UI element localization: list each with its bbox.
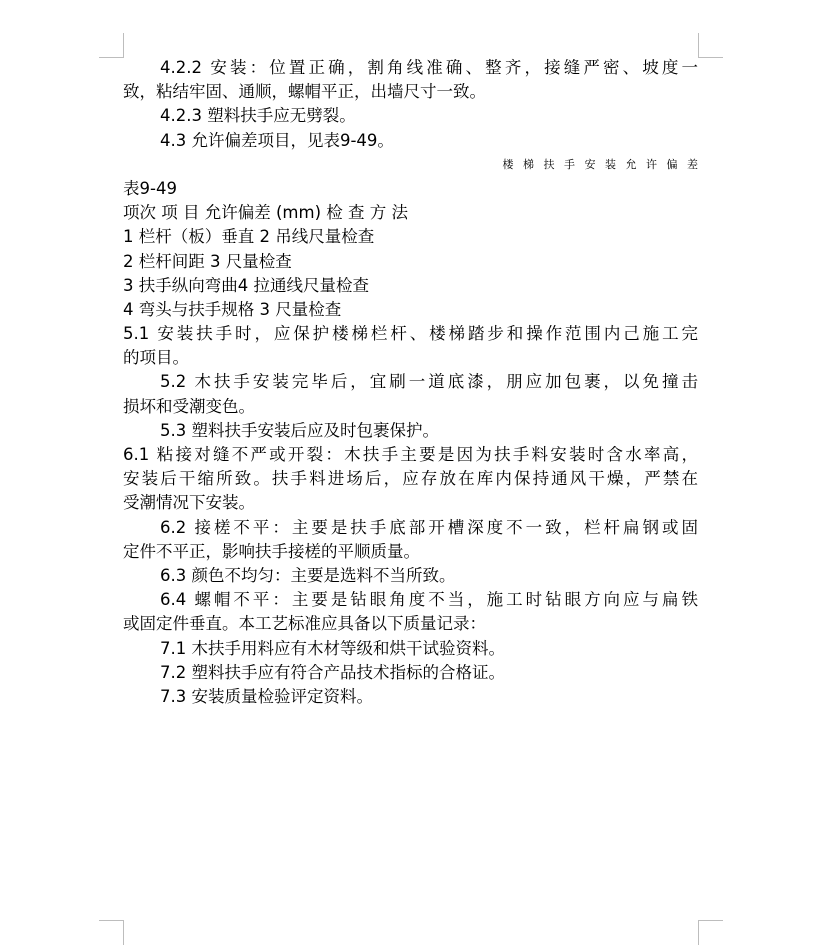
document-body <box>123 56 708 709</box>
text-line: 7.3 安装质量检验评定资料。 <box>160 686 373 706</box>
text-line: 2 栏杆间距 3 尺量检查 <box>123 251 292 271</box>
margin-corner-mark-bottom-left <box>99 920 124 945</box>
text-line: 4 弯头与扶手规格 3 尺量检查 <box>123 299 342 319</box>
text-line: 6.4 螺帽不平：主要是钻眼角度不当，施工时钻眼方向应与扁铁 <box>160 590 698 610</box>
text-line: 项次 项 目 允许偏差 (mm) 检 查 方 法 <box>123 203 408 223</box>
text-line: 6.1 粘接对缝不严或开裂：木扶手主要是因为扶手料安装时含水率高， <box>123 445 698 464</box>
text-line: 受潮情况下安装。 <box>123 493 255 513</box>
text-line: 1 栏杆（板）垂直 2 吊线尺量检查 <box>123 227 375 247</box>
text-line: 7.2 塑料扶手应有符合产品技术指标的合格证。 <box>160 662 505 682</box>
margin-corner-mark-top-left <box>99 33 124 58</box>
margin-corner-mark-bottom-right <box>698 920 723 945</box>
text-line: 4.2.3 塑料扶手应无劈裂。 <box>160 106 356 126</box>
text-line: 或固定件垂直。本工艺标准应具备以下质量记录： <box>123 614 486 634</box>
text-line: 安装后干缩所致。扶手料进场后，应存放在库内保持通风干燥，严禁在 <box>123 469 698 489</box>
text-line: 4.3 允许偏差项目，见表9-49。 <box>160 130 394 150</box>
text-line: 7.1 木扶手用料应有木材等级和烘干试验资料。 <box>160 638 505 658</box>
text-line: 4.2.2 安装：位置正确，割角线准确、整齐，接缝严密、坡度一 <box>160 58 698 77</box>
text-line: 6.2 接槎不平：主要是扶手底部开槽深度不一致，栏杆扁钢或固 <box>160 517 698 537</box>
text-line: 表9-49 <box>123 178 177 198</box>
text-line: 3 扶手纵向弯曲4 拉通线尺量检查 <box>123 275 369 295</box>
text-line: 5.1 安装扶手时，应保护楼梯栏杆、楼梯踏步和操作范围内己施工完 <box>123 324 698 344</box>
text-line: 致，粘结牢固、通顺，螺帽平正，出墙尺寸一致。 <box>123 82 486 102</box>
text-line: 损坏和受潮变色。 <box>123 396 255 416</box>
text-line: 楼梯扶手安装允许偏差 <box>502 157 708 171</box>
text-line: 5.2 木扶手安装完毕后，宜刷一道底漆，朋应加包裹，以免撞击 <box>160 372 698 392</box>
text-line: 6.3 颜色不均匀：主要是选料不当所致。 <box>160 565 456 585</box>
text-line: 5.3 塑料扶手安装后应及时包裹保护。 <box>160 420 439 440</box>
margin-corner-mark-top-right <box>698 33 723 58</box>
text-line: 定件不平正，影响扶手接槎的平顺质量。 <box>123 541 420 561</box>
text-line: 的项目。 <box>123 348 189 368</box>
